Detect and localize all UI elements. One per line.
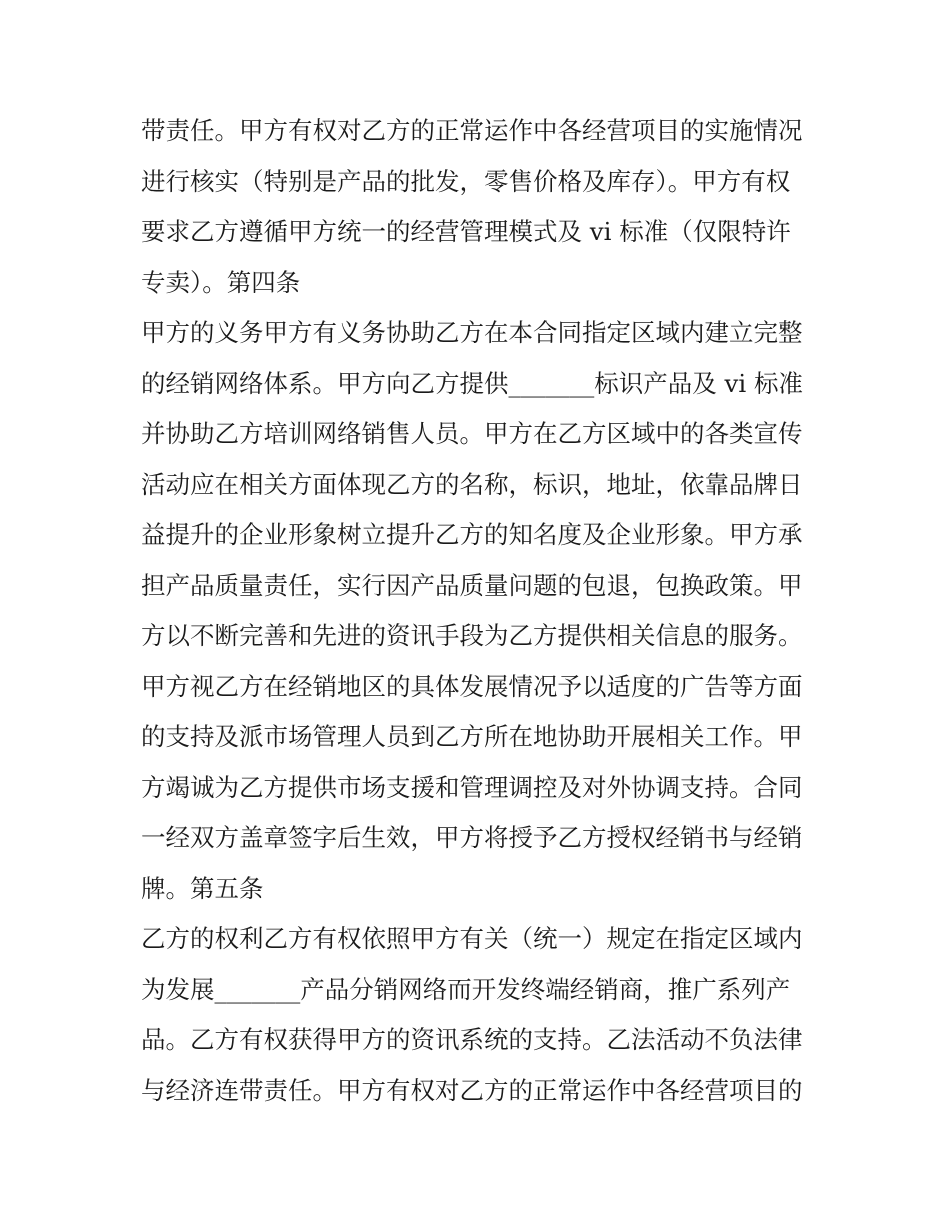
text-line: 为发展_______产品分销网络而开发终端经销商，推广系列产 [141, 974, 791, 1004]
text-line: 进行核实（特别是产品的批发，零售价格及库存）。甲方有权 [141, 166, 791, 196]
contract-text-body [141, 106, 821, 1116]
text-line: 乙方的权利乙方有权依照甲方有关（统一）规定在指定区域内 [141, 924, 803, 953]
text-line: 甲方视乙方在经销地区的具体发展情况予以适度的广告等方面 [141, 671, 803, 701]
text-line: 担产品质量责任，实行因产品质量问题的包退，包换政策。甲 [141, 570, 803, 600]
text-line: 并协助乙方培训网络销售人员。甲方在乙方区域中的各类宣传 [141, 419, 803, 448]
text-line: 方竭诚为乙方提供市场支援和管理调控及对外协调支持。合同 [141, 772, 803, 802]
text-line: 专卖）。第四条 [141, 267, 301, 297]
text-line: 牌。第五条 [141, 873, 264, 903]
text-line: 一经双方盖章签字后生效，甲方将授予乙方授权经销书与经销 [141, 823, 803, 852]
text-line: 甲方的义务甲方有义务协助乙方在本合同指定区域内建立完整 [141, 318, 803, 347]
text-line: 与经济连带责任。甲方有权对乙方的正常运作中各经营项目的 [141, 1075, 803, 1105]
text-line: 要求乙方遵循甲方统一的经营管理模式及 vi 标准（仅限特许 [141, 217, 791, 246]
text-line: 益提升的企业形象树立提升乙方的知名度及企业形象。甲方承 [141, 520, 803, 549]
text-line: 品。乙方有权获得甲方的资讯系统的支持。乙法活动不负法律 [141, 1025, 803, 1054]
text-line: 的支持及派市场管理人员到乙方所在地协助开展相关工作。甲 [141, 722, 803, 751]
text-line: 的经销网络体系。甲方向乙方提供_______标识产品及 vi 标准 [141, 368, 804, 398]
text-line: 活动应在相关方面体现乙方的名称，标识，地址，依靠品牌日 [141, 469, 803, 499]
text-line: 方以不断完善和先进的资讯手段为乙方提供相关信息的服务。 [141, 621, 803, 650]
text-line: 带责任。甲方有权对乙方的正常运作中各经营项目的实施情况 [141, 116, 803, 145]
